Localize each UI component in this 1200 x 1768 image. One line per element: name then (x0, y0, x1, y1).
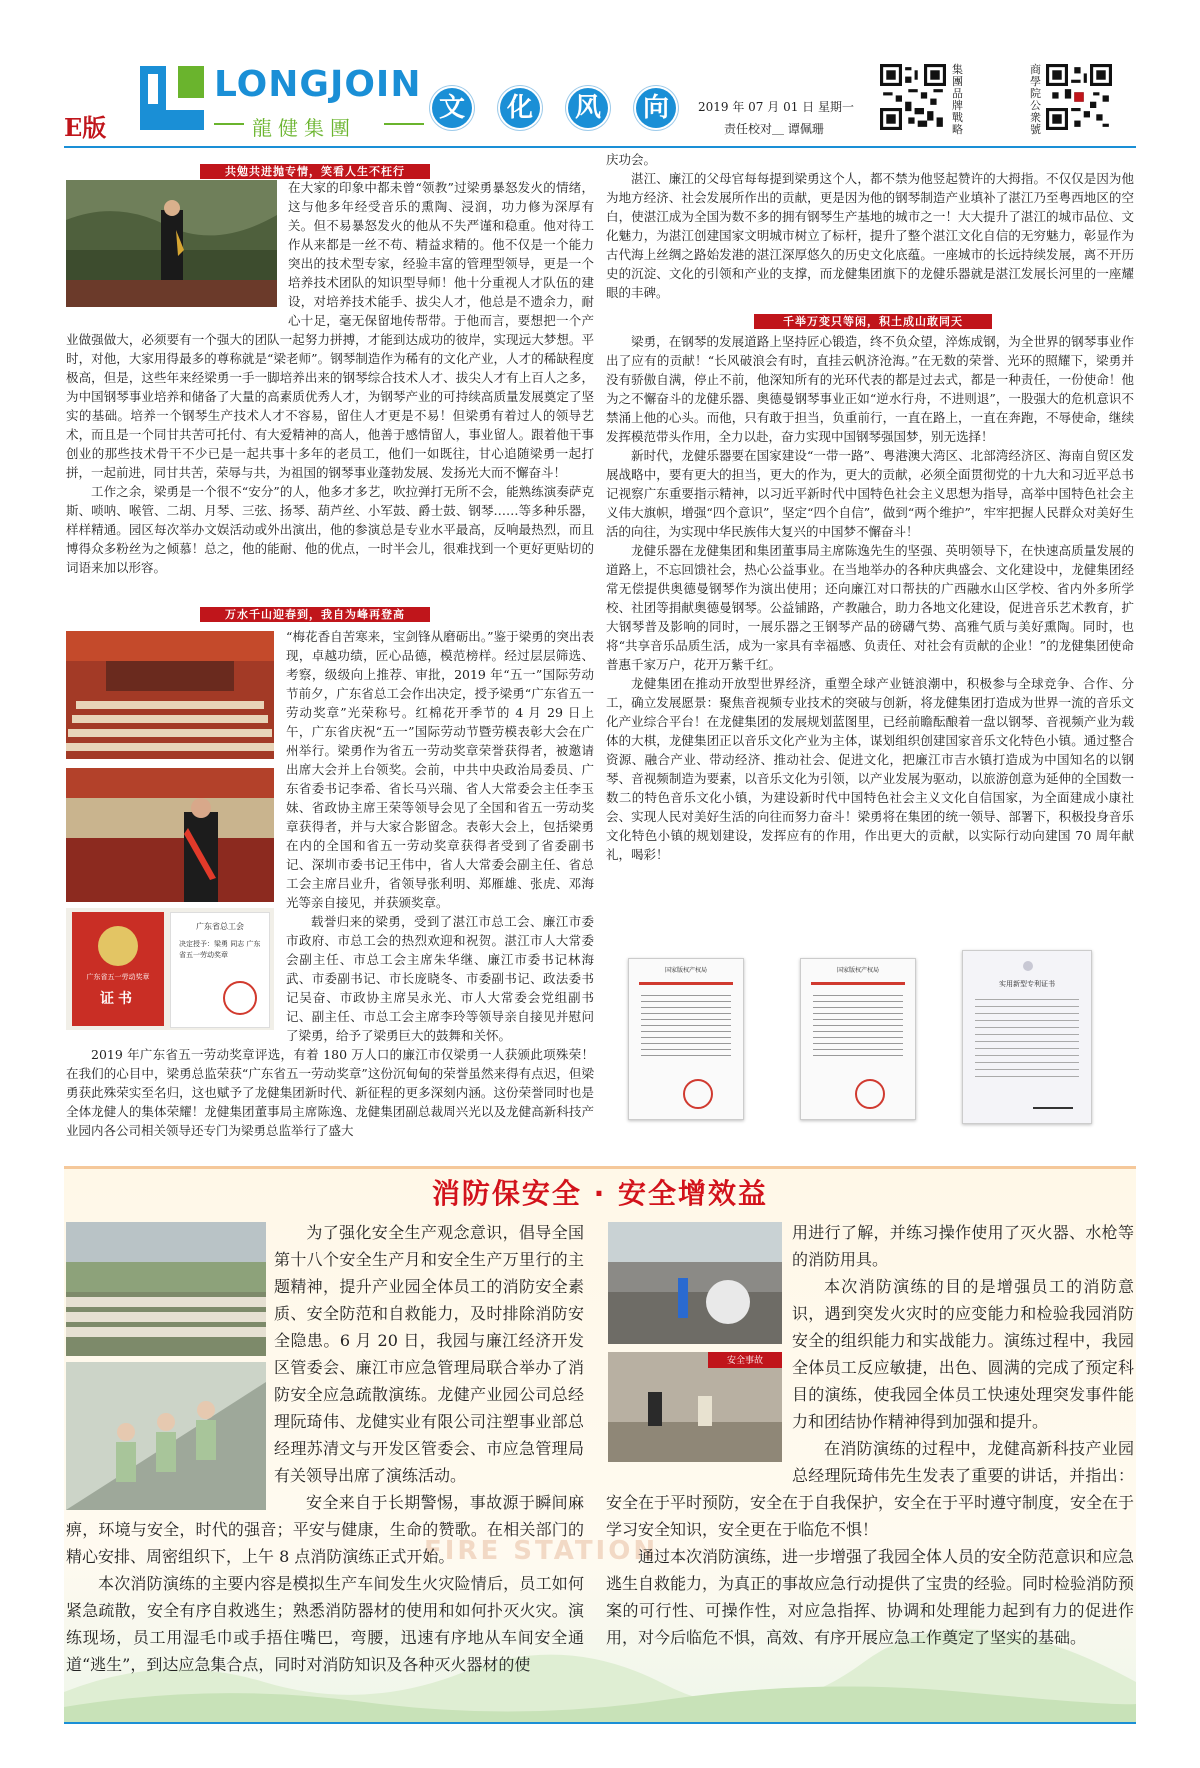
section-title-2: 万水千山迎春到，我自为峰再登高 (200, 607, 430, 622)
copyright-certificate-1 (628, 958, 744, 1120)
left-article-body (66, 178, 594, 577)
fire-paragraph-6: 在消防演练的过程中，龙健高新科技产业园总经理阮琦伟先生发表了重要的讲话，并指出：安全在于平时预防，安全在于自我保护，安全在于平时遵守制度，安全在于学习安全知识，安全更在于临危不惧！ (606, 1439, 1135, 1539)
fire-right-column (606, 1219, 1134, 1651)
right-paragraph-4: 龙健乐器在龙健集团和集团董事局主席陈逸先生的坚强、英明领导下，在快速高质量发展的道路上，不忘回馈社会，热心公益事业。在当地举办的各种庆典盛会、文化建设中，龙健集团经常无偿提供奥德曼钢琴作为演出使用；还向廉江对口帮扶的广西融水山区学校、省内外多所学校、社团等捐献奥德曼钢琴。公益铺路，产教融合，助力各地文化建设，促进音乐艺术教育，扩大钢琴普及影响的同时，一展乐器之王钢琴产品的磅礴气势、高雅气质与美好熏陶。同时，也将“共享音乐品质生活，成为一家具有幸福感、负责任、对社会有贡献的企业！”的龙健集团使命普惠千家万户，花开万紫千红。 (606, 543, 1134, 672)
right-paragraph-1: 湛江、廉江的父母官每每提到梁勇这个人，都不禁为他竖起赞许的大拇指。不仅仅是因为他为地方经济、社会发展所作出的贡献，更是因为他的钢琴制造产业填补了湛江乃至粤西地区的空白，使湛江成为全国为数不多的拥有钢琴生产基地的城市之一！大大提升了湛江的城市品位、文化魅力，为湛江创建国家文明城市树立了标杆，提升了整个湛江文化自信的无穷魅力，彰显作为古代海上丝绸之路始发港的湛江深厚悠久的历史文化底蕴。一座城市的长远持续发展，离不开历史的沉淀、文化的引领和产业的支撑，而龙健集团旗下的龙健乐器就是湛江发展长河里的一座耀眼的丰碑。 (606, 171, 1134, 300)
emblem-icon (1023, 961, 1033, 971)
right-article-body (606, 150, 1134, 302)
patent-certificate (962, 950, 1092, 1124)
seal-icon (855, 1079, 885, 1109)
left-paragraph-2: 工作之余，梁勇是一个很不“安分”的人，他多才多艺，吹拉弹打无所不会，能熟练演奏萨克斯、唢呐、喉管、二胡、月琴、三弦、扬琴、葫芦丝、小军鼓、爵士鼓、钢琴……等多种乐器，样样精通。园区每次举办文娱活动或外出演出，他的参演总是专业水平最高，反响最热烈，而且博得众多粉丝为之倾慕！总之，他的能耐、他的优点，一时半会儿，很难找到一个更好更贴切的词语来加以形容。 (66, 484, 594, 575)
signature-icon (1033, 1091, 1073, 1109)
right-paragraph-0: 庆功会。 (606, 152, 657, 167)
qr-label-academy: 商學院公衆號 (1030, 63, 1041, 136)
brand-logo (140, 66, 204, 130)
brand-name-en: LONGJOIN (214, 64, 422, 105)
certificate-caption: 广东省五一劳动奖章 (86, 973, 150, 981)
certificate-1-title: 国家版权产权局 (664, 967, 707, 974)
brand-name-cn-line (214, 114, 424, 140)
qr-code-icon (1046, 64, 1112, 130)
header-divider (64, 146, 1136, 148)
fire-paragraph-5: 本次消防演练的目的是增强员工的消防意识，遇到突发火灾时的应变能力和检验我园消防安全的组织能力和实战能力。演练过程中，我园全体员工反应敏捷，出色、圆满的完成了预定科目的演练，使我园全体员工快速处理突发事件能力和团结协作精神得到加强和提升。 (792, 1277, 1134, 1431)
section-char-3: 风 (568, 88, 608, 128)
section-char-1: 文 (432, 88, 472, 128)
fire-paragraph-1: 为了强化安全生产观念意识，倡导全国第十八个安全生产月和安全生产万里行的主题精神，提升产业园全体员工的消防安全素质、安全防范和自救能力，及时排除消防安全隐患。6 月 20 日，我园与廉江经济开发区管委会、廉江市应急管理局联合举办了消防安全应急疏散演练。龙健产业园公司总经理阮琦伟、龙健实业有限公司注塑事业部总经理苏清文与开发区管委会、市应急管理局有关领导出席了演练活动。 (274, 1223, 584, 1485)
seal-icon (683, 1079, 713, 1109)
certificate-org: 广东省总工会 (196, 922, 244, 931)
section-char-4: 向 (636, 88, 676, 128)
fire-station-bg-text: FIRE STATION (424, 1536, 659, 1566)
issue-date: 2019 年 07 月 01 日 星期一 (698, 100, 854, 114)
fire-paragraph-2: 安全来自于长期警惕，事故源于瞬间麻痹，环境与安全，时代的强音；平安与健康，生命的赞歌。在相关部门的精心安排、周密组织下，上午 8 点消防演练正式开始。 (66, 1493, 584, 1566)
right-paragraph-3: 新时代，龙健乐器要在国家建设“一带一路”、粤港澳大湾区、北部湾经济区、海南自贸区发展战略中，要有更大的担当，更大的作为，更大的贡献，必须全面贯彻党的十九大和习近平总书记视察广东重要指示精神，以习近平新时代中国特色社会主义思想为指导，高举中国特色社会主义伟大旗帜，增强“四个意识”，坚定“四个自信”，做到“两个维护”，牢牢把握人民群众对美好生活的向往，为实现中华民族伟大复兴的中国梦不懈奋斗！ (606, 448, 1134, 539)
qr-label-brand: 集團品牌戰略 (952, 63, 963, 136)
certificate-2-title: 国家版权产权局 (836, 967, 879, 974)
qr-code-icon (880, 64, 946, 130)
edition-label: E版 (64, 113, 107, 142)
copyright-certificate-2 (800, 958, 916, 1120)
right-paragraph-5: 龙健集团在推动开放型世界经济，重塑全球产业链浪潮中，积极参与全球竞争、合作、分工，确立发展愿景：聚焦音视频专业技术的突破与创新，将龙健集团打造成为世界一流的音乐文化产业综合平台！在龙健集团的发展规划蓝图里，已经前瞻酝酿着一盘以钢琴、音视频产业为载体的大棋，龙健集团正以音乐文化产业为主体，谋划组织创建国家音乐文化特色小镇。通过整合资源、融合产业、带动经济、推动社会、促进文化，把廉江市吉水镇打造成为中国知名的以钢琴、音视频制造为要素，以音乐文化为引领，以产业发展为驱动，以旅游创意为延伸的全国数一数二的特色音乐文化小镇，为建设新时代中国特色社会主义文化自信国家，为全面建成小康社会、实现人民对美好生活的向往而努力奋斗！梁勇将在集团的统一领导、部署下，积极投身音乐文化特色小镇的规划建设，发挥应有的作用，作出更大的贡献，以实际行动向建国 70 周年献礼，喝彩！ (606, 676, 1134, 862)
right-article-body-2 (606, 332, 1134, 864)
section-char-2: 化 (500, 88, 540, 128)
brand-name-cn: 龍健集團 (252, 116, 356, 140)
patent-certificate-title: 实用新型专利证书 (999, 980, 1055, 988)
left-paragraph-3: “梅花香自苦寒来，宝剑锋从磨砺出。”鉴于梁勇的突出表现，卓越功绩，匠心品德，模范榜样。经过层层筛选、考察，级级向上推荐、审批，2019 年“五一”国际劳动节前夕，广东省总工会作出决定，授予梁勇“广东省五一劳动奖章”光荣称号。红棉花开季节的 4 月 29 日上午，广东省庆祝“五一”国际劳动节暨劳模表彰大会在广州举行。梁勇作为省五一劳动奖章荣誉获得者，被邀请出席大会并上台领奖。会前，中共中央政治局委员、广东省委书记李希、省长马兴瑞、省人大常委会主任李玉妹、省政协主席王荣等领导会见了全国和省五一劳动奖章获得者，并与大家合影留念。表彰大会上，包括梁勇在内的全国和省五一劳动奖章获得者受到了省委副书记、深圳市委书记王伟中，省人大常委会副主任、省总工会主席吕业升，省领导张利明、郑雁雄、张虎、邓海光等亲自接见，并获颁奖章。 (286, 629, 594, 910)
section-title-1: 共勉共进抛专情，笑看人生不枉行 (200, 164, 430, 179)
certificate-book-label: 证书 (100, 991, 136, 1007)
fire-section-title: 消防保安全 · 安全增效益 (431, 1177, 769, 1210)
left-article-body-2 (66, 627, 594, 1140)
left-paragraph-5: 2019 年广东省五一劳动奖章评选，有着 180 万人口的廉江市仅梁勇一人获颁此项殊荣！在我们的心目中，梁勇总监荣获“广东省五一劳动奖章”这份沉甸甸的荣誉虽然来得有点迟，但梁勇获此殊荣实至名归，这也赋予了龙健集团新时代、新征程的更多深刻内涵。这份荣誉同时也是全体龙健人的集体荣耀！龙健集团董事局主席陈逸、龙健集团副总裁周兴光以及龙健高新科技产业园内各公司相关领导还专门为梁勇总监举行了盛大 (66, 1047, 594, 1138)
fire-paragraph-3: 本次消防演练的主要内容是模拟生产车间发生火灾险情后，员工如何紧急疏散，安全有序自救逃生；熟悉消防器材的使用和如何扑灭火灾。演练现场，员工用湿毛巾或手捂住嘴巴，弯腰，迅速有序地从车间安全通道“逃生”，到达应急集合点，同时对消防知识及各种灭火器材的使 (66, 1574, 584, 1674)
footer-divider (64, 1722, 1136, 1724)
left-paragraph-1: 在大家的印象中都未曾“领教”过梁勇暴怒发火的情绪，这与他多年经受音乐的熏陶、浸润，功力修为深厚有关。但不易暴怒发火的他从不失严谨和稳重。他对待工作从来都是一丝不苟、精益求精的。他不仅是一个能力突出的技术型专家，经验丰富的管理型领导，更是一个培养技术团队的知识型导师！他十分重视人才队伍的建设，对培养技术能手、拔尖人才，他总是不遗余力，耐心十足，毫无保留地传帮带。于他而言，要想把一个产业做强做大，必须要有一个强大的团队一起努力拼搏，才能到达成功的彼岸，实现远大梦想。平时，对他，大家用得最多的尊称就是“梁老师”。钢琴制造作为稀有的文化产业，人才的稀缺程度极高，但是，这些年来经梁勇一手一脚培养出来的钢琴综合技术人才、拔尖人才有上百人之多，为中国钢琴事业培养和储备了大量的高素质优秀人才，为钢琴产业的可持续高质量发展奠定了坚实的基础。培养一个钢琴生产技术人才不容易，留住人才更是不易！但梁勇有着过人的领导艺术，而且是一个同甘共苦可托付、有大爱精神的高人，他善于感情留人，事业留人。跟着他干事创业的那些技术骨干不少已是一起共事十多年的老员工，他们一如既往，甘心追随梁勇一起打拼，一起前进，同甘共苦，荣辱与共，为祖国的钢琴事业蓬勃发展、发扬光大而不懈奋斗！ (66, 180, 594, 480)
section-title-3: 千举万变只等闲，积土成山敢同天 (754, 314, 992, 329)
drill-sign-text: 安全事故 (726, 1356, 763, 1366)
fire-paragraph-4: 用进行了解，并练习操作使用了灭火器、水枪等的消防用具。 (792, 1223, 1134, 1269)
right-paragraph-2: 梁勇，在钢琴的发展道路上坚持匠心锻造，终不负众望，淬炼成钢，为全世界的钢琴事业作出了应有的贡献！“长风破浪会有时，直挂云帆济沧海。”在无数的荣誉、光环的照耀下，梁勇并没有骄傲自满，停止不前，他深知所有的光环代表的都是过去式，都是一种责任，一份使命！他为之不懈奋斗的龙健乐器、奥德曼钢琴事业正如“逆水行舟，不进则退”，一股强大的危机意识不禁涌上他的心头。而他，只有敢于担当，负重前行，一直在路上，一直在奔跑，不辱使命，继续发挥模范带头作用，全力以赴，奋力实现中国钢琴强国梦，别无选择！ (606, 334, 1134, 444)
fire-paragraph-7: 通过本次消防演练，进一步增强了我园全体人员的安全防范意识和应急逃生自救能力，为真正的事故应急行动提供了宝贵的经验。同时检验消防预案的可行性、可操作性，对应急指挥、协调和处理能力起到有力的促进作用，对今后临危不惧，高效、有序开展应急工作奠定了坚实的基础。 (606, 1547, 1135, 1647)
certificate-text: 决定授予：梁勇 同志 广东省五一劳动奖章 (179, 940, 261, 959)
editor-credit: 责任校对＿ 谭佩珊 (724, 122, 824, 136)
fire-left-column (66, 1219, 584, 1678)
longjoin-logo-icon (140, 66, 204, 130)
left-paragraph-4: 载誉归来的梁勇，受到了湛江市总工会、廉江市委市政府、市总工会的热烈欢迎和祝贺。湛江市人大常委会副主任、市总工会主席朱华继、廉江市委书记林海武、市委副书记、市长庞晓冬、市委副书记、政法委书记吴奋、市政协主席吴永光、市人大常委会党组副书记、副主任、市总工会主席李玲等领导亲自接见并慰问了梁勇，给予了梁勇巨大的鼓舞和关怀。 (286, 914, 594, 1043)
